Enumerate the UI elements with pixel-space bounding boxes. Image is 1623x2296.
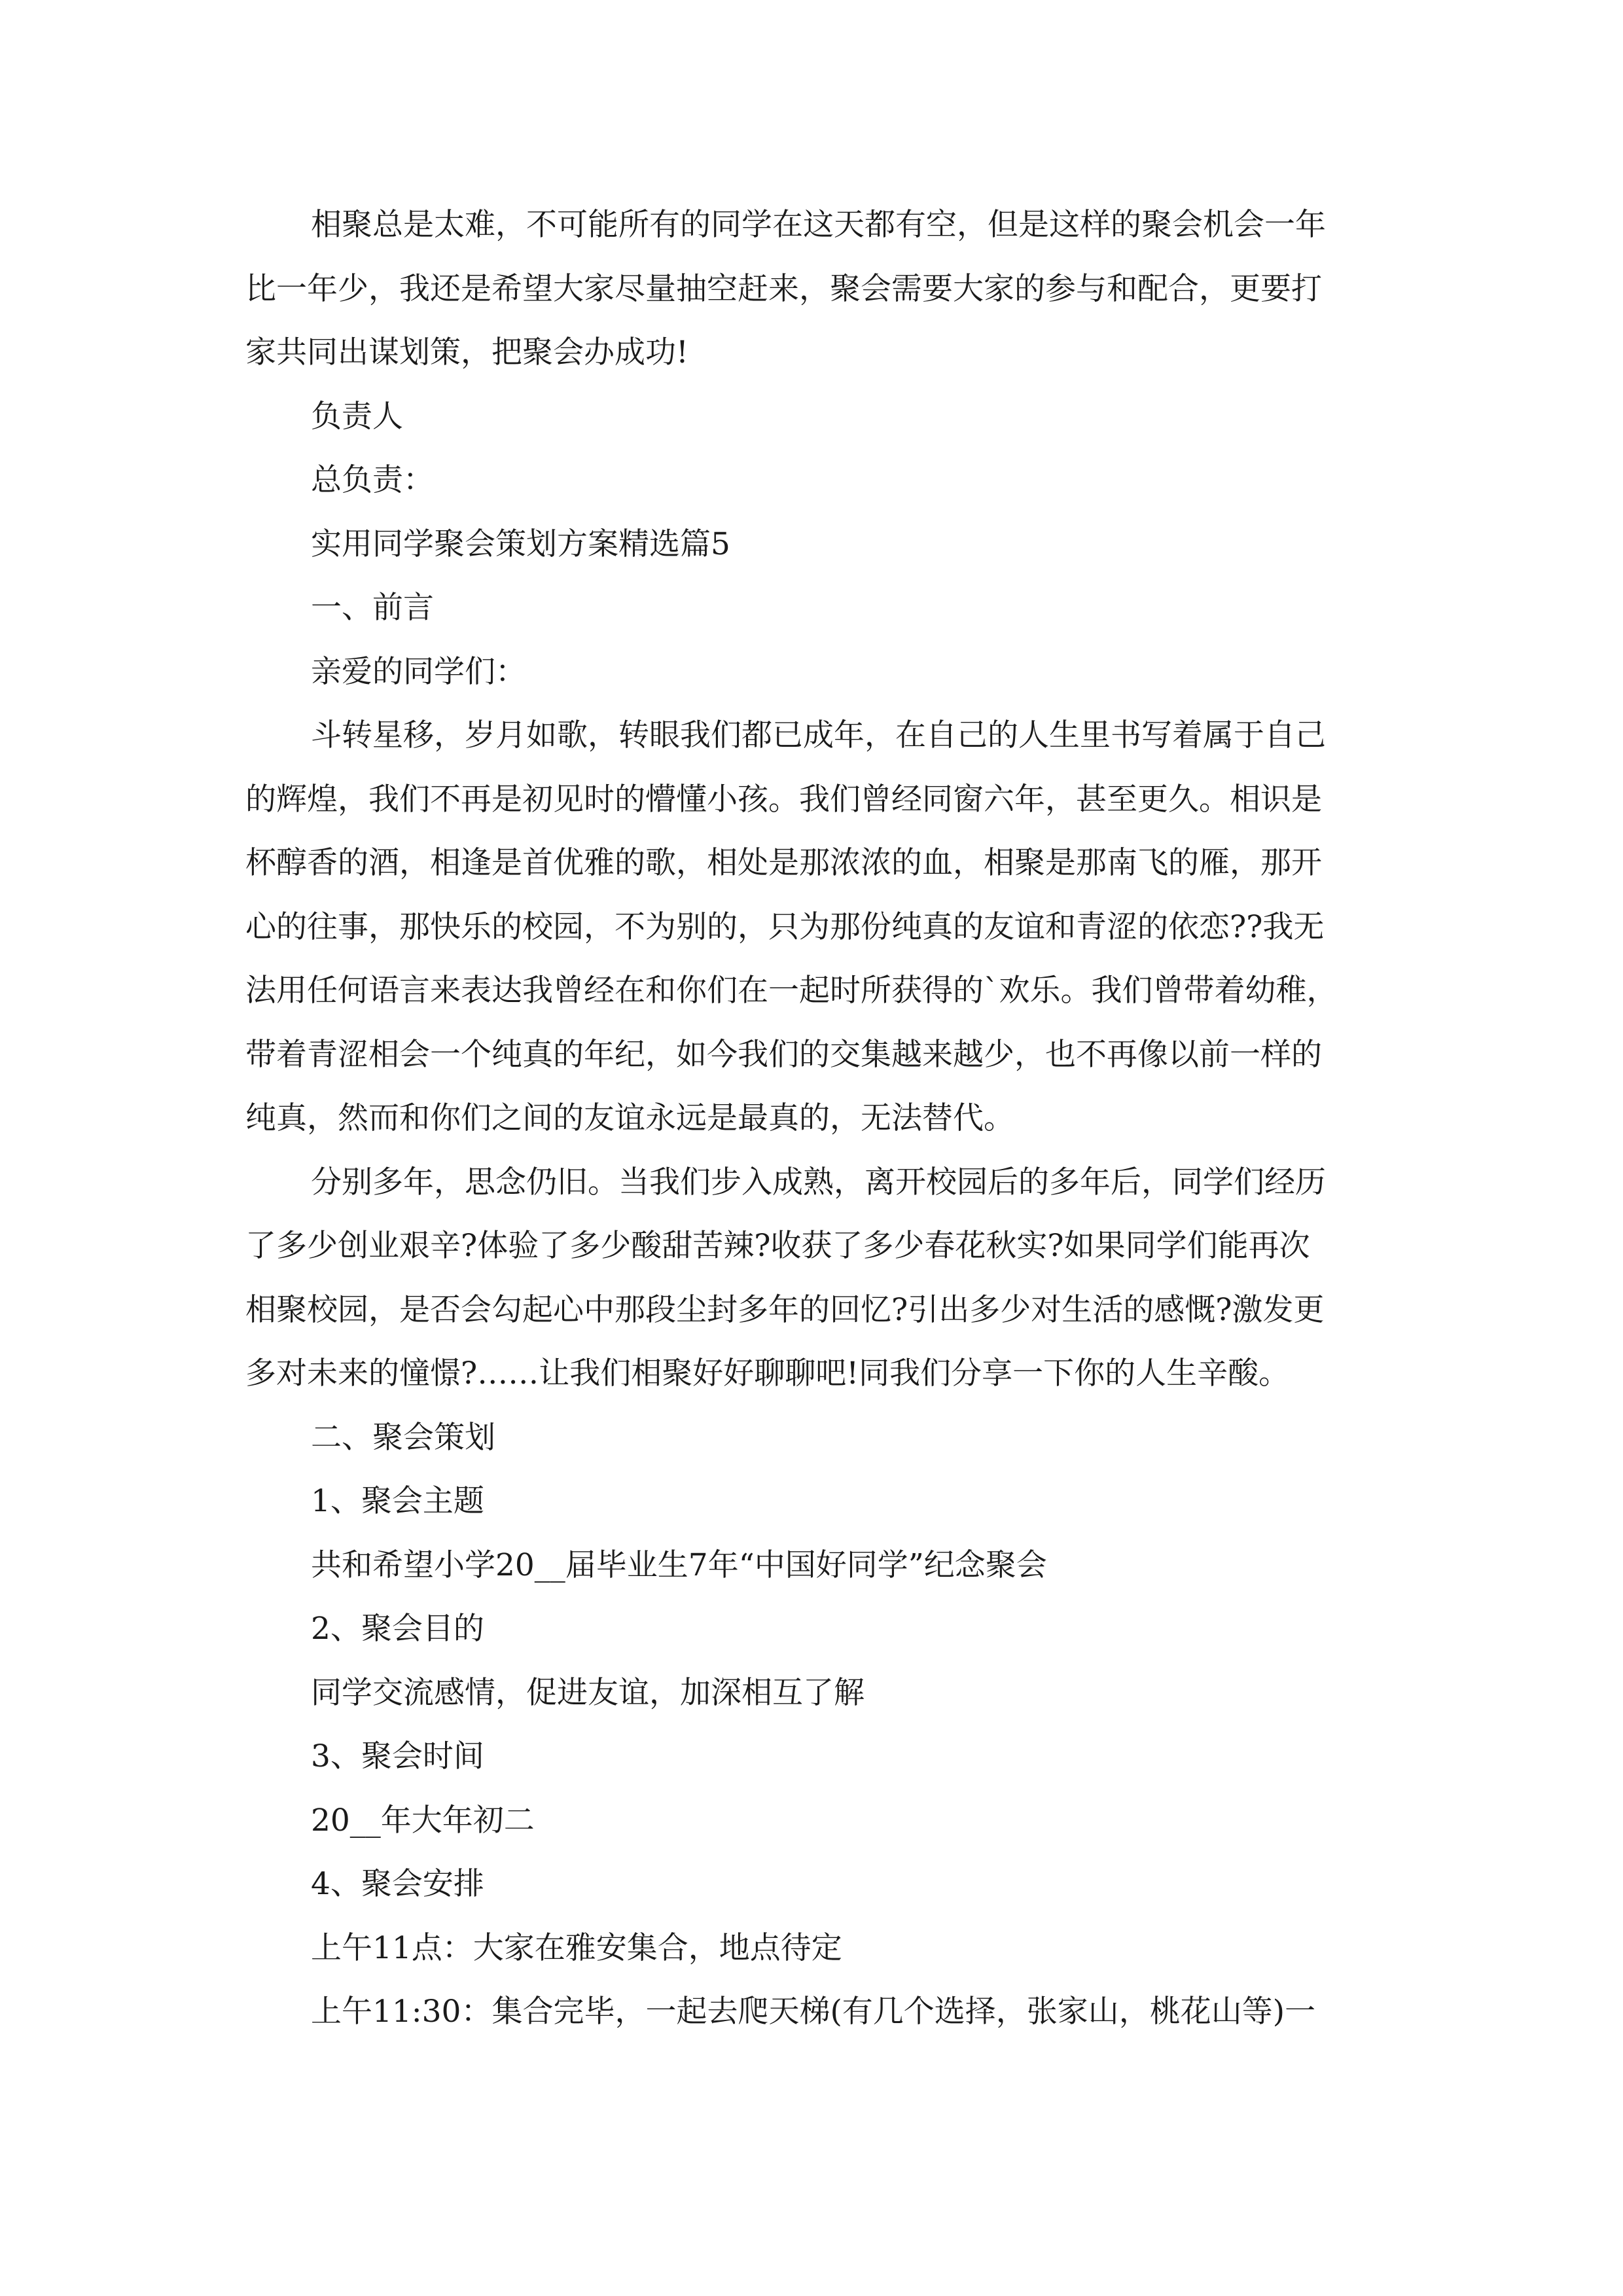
text-line: 纯真，然而和你们之间的友谊永远是最真的，无法替代。	[245, 1100, 1014, 1136]
text-line: 带着青涩相会一个纯真的年纪，如今我们的交集越来越少，也不再像以前一样的	[245, 1036, 1322, 1073]
text-line: 相聚总是太难，不可能所有的同学在这天都有空，但是这样的聚会机会一年	[311, 207, 1326, 243]
text-line: 分别多年，思念仍旧。当我们步入成熟，离开校园后的多年后，同学们经历	[311, 1164, 1326, 1200]
text-line: 亲爱的同学们：	[311, 653, 526, 690]
text-line: 多对未来的憧憬?……让我们相聚好好聊聊吧!同我们分享一下你的人生辛酸。	[245, 1355, 1290, 1391]
text-line: 同学交流感情，促进友谊，加深相互了解	[311, 1674, 865, 1711]
text-line: 上午11:30：集合完毕，一起去爬天梯(有几个选择，张家山，桃花山等)一	[311, 1994, 1316, 2030]
text-line: 2、聚会目的	[311, 1611, 484, 1647]
text-line: 法用任何语言来表达我曾经在和你们在一起时所获得的`欢乐。我们曾带着幼稚，	[245, 973, 1338, 1009]
text-line: 共和希望小学20__届毕业生7年“中国好同学”纪念聚会	[311, 1547, 1047, 1583]
text-line: 负责人	[311, 398, 403, 435]
text-line: 斗转星移，岁月如歌，转眼我们都已成年，在自己的人生里书写着属于自己	[311, 717, 1326, 753]
text-line: 20__年大年初二	[311, 1802, 535, 1839]
text-line: 家共同出谋划策，把聚会办成功!	[245, 334, 688, 370]
text-line: 上午11点：大家在雅安集合，地点待定	[311, 1929, 842, 1966]
text-line: 二、聚会策划	[311, 1419, 495, 1456]
text-line: 4、聚会安排	[311, 1866, 484, 1902]
text-line: 1、聚会主题	[311, 1483, 484, 1519]
text-line: 相聚校园，是否会勾起心中那段尘封多年的回忆?引出多少对生活的感慨?激发更	[245, 1291, 1325, 1328]
text-line: 比一年少，我还是希望大家尽量抽空赶来，聚会需要大家的参与和配合，更要打	[245, 270, 1322, 307]
document-page	[245, 193, 1378, 2044]
text-line: 实用同学聚会策划方案精选篇5	[311, 526, 730, 562]
text-line: 的辉煌，我们不再是初见时的懵懂小孩。我们曾经同窗六年，甚至更久。相识是	[245, 781, 1322, 817]
text-line: 心的往事，那快乐的校园，不为别的，只为那份纯真的友谊和青涩的依恋??我无	[245, 908, 1325, 945]
text-line: 杯醇香的酒，相逢是首优雅的歌，相处是那浓浓的血，相聚是那南飞的雁，那开	[245, 845, 1322, 881]
text-line: 3、聚会时间	[311, 1738, 484, 1774]
text-line: 总负责：	[311, 462, 434, 498]
text-line: 一、前言	[311, 590, 434, 626]
text-line: 了多少创业艰辛?体验了多少酸甜苦辣?收获了多少春花秋实?如果同学们能再次	[245, 1228, 1310, 1264]
